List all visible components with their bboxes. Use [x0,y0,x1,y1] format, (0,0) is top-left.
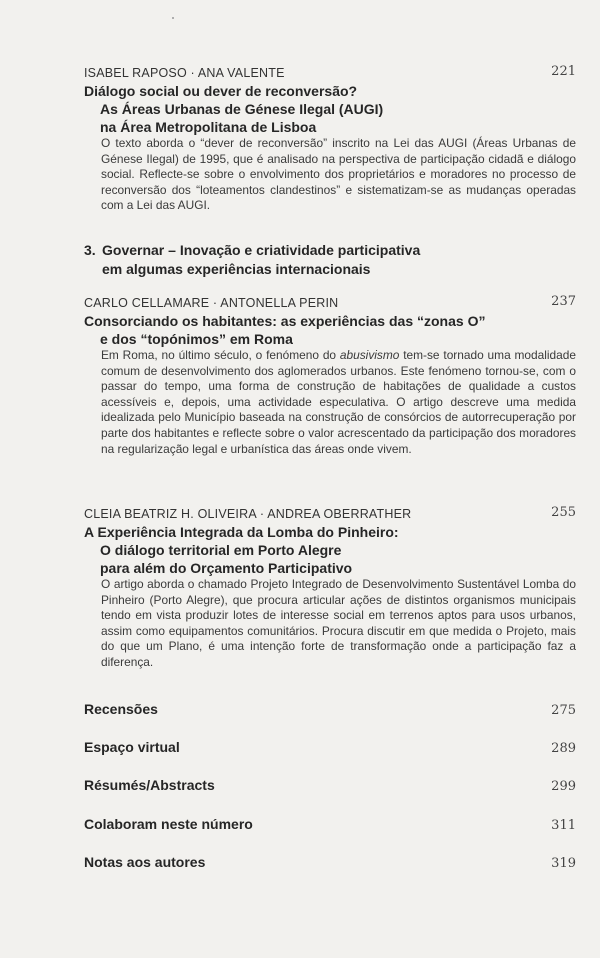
back-matter-page: 275 [551,703,576,718]
abstract-emphasis: abusivismo [339,348,400,362]
page-speck [172,17,174,19]
back-matter-label: Colaboram neste número [84,816,253,832]
entry-page-number: 255 [551,505,576,520]
entry-title [84,523,576,577]
entry-abstract: O artigo aborda o chamado Projeto Integrado de Desenvolvimento Sustentável Lomba do Pinheiro (Porto Alegre), que procura articular ações de distintos organismos municipais tendo em vista produzir lotes de interesse social em terrenos aptos para usos urbanos, assim como equipamentos comunitários. Procura discutir em que medida o Projeto, mais do que um Plano, é uma intenção forte de transformação onde a participação faz a diferença. [101,577,576,669]
back-matter-label: Résumés/Abstracts [84,777,215,793]
back-matter-page: 289 [551,741,576,756]
section-heading [84,241,576,278]
back-matter-item [84,739,576,759]
entry-abstract [84,348,576,457]
entry-authors: CLEIA BEATRIZ H. OLIVEIRA · ANDREA OBERRATHER [84,507,412,521]
toc-entry [84,505,576,671]
back-matter-label: Espaço virtual [84,739,180,755]
section-title-line: em algumas experiências internacionais [102,260,371,277]
back-matter-label: Notas aos autores [84,854,206,870]
entry-title-line: na Área Metropolitana de Lisboa [100,119,317,135]
entry-title-line: A Experiência Integrada da Lomba do Pinheiro: [84,524,399,540]
back-matter-page: 311 [551,818,576,833]
entry-title [84,82,576,136]
entry-page-number: 221 [551,64,576,79]
entry-title-line: para além do Orçamento Participativo [100,560,353,576]
entry-page-number: 237 [551,294,576,309]
back-matter-page: 299 [551,779,576,794]
entry-abstract: O texto aborda o “dever de reconversão” inscrito na Lei das AUGI (Áreas Urbanas de Génese Ilegal) de 1995, que é analisado na perspectiva de participação cidadã e diálogo social. Reflecte-se sobre o envolvimento dos proprietários e moradores no processo de reconversão dos “loteamentos clandestinos” e sistematizam-se as mudanças operadas com a Lei das AUGI. [101,136,576,213]
entry-header [84,505,576,523]
abstract-text: tem-se tornado uma modalidade comum de desenvolvimento dos aglomerados urbanos. Este fenómeno tornou-se, com o passar do tempo, uma forma de construção de habitações de qualidade a custos acessíveis e, depois, uma actividade especulativa. O artigo descreve uma medida idealizada pelo Município baseada na construção de consórcios de autorrecuperação por parte dos habitantes e reflecte sobre o valor acrescentado da participação dos moradores na regularização legal e urbanística das áreas onde vivem. [101,348,576,456]
abstract-text: Em Roma, no último século, o fenómeno do [101,348,340,362]
entry-title-line: Consorciando os habitantes: as experiências das “zonas O” [84,313,486,329]
entry-title-line: e dos “topónimos” em Roma [100,331,293,347]
entry-authors: CARLO CELLAMARE · ANTONELLA PERIN [84,296,339,310]
back-matter-item [84,777,576,797]
entry-title [84,312,576,348]
entry-title-line: O diálogo territorial em Porto Alegre [100,542,342,558]
entry-title-line: As Áreas Urbanas de Génese Ilegal (AUGI) [100,101,384,117]
toc-entry [84,294,576,457]
back-matter-item [84,854,576,874]
back-matter-item [84,701,576,721]
entry-header [84,294,576,312]
entry-authors: ISABEL RAPOSO · ANA VALENTE [84,66,285,80]
back-matter-item [84,816,576,836]
section-title-line: Governar – Inovação e criatividade participativa [102,242,421,258]
back-matter-label: Recensões [84,701,158,717]
toc-entry [84,64,576,214]
section-number: 3. [84,242,96,258]
entry-title-line: Diálogo social ou dever de reconversão? [84,83,358,99]
back-matter-page: 319 [551,856,576,871]
entry-header [84,64,576,82]
